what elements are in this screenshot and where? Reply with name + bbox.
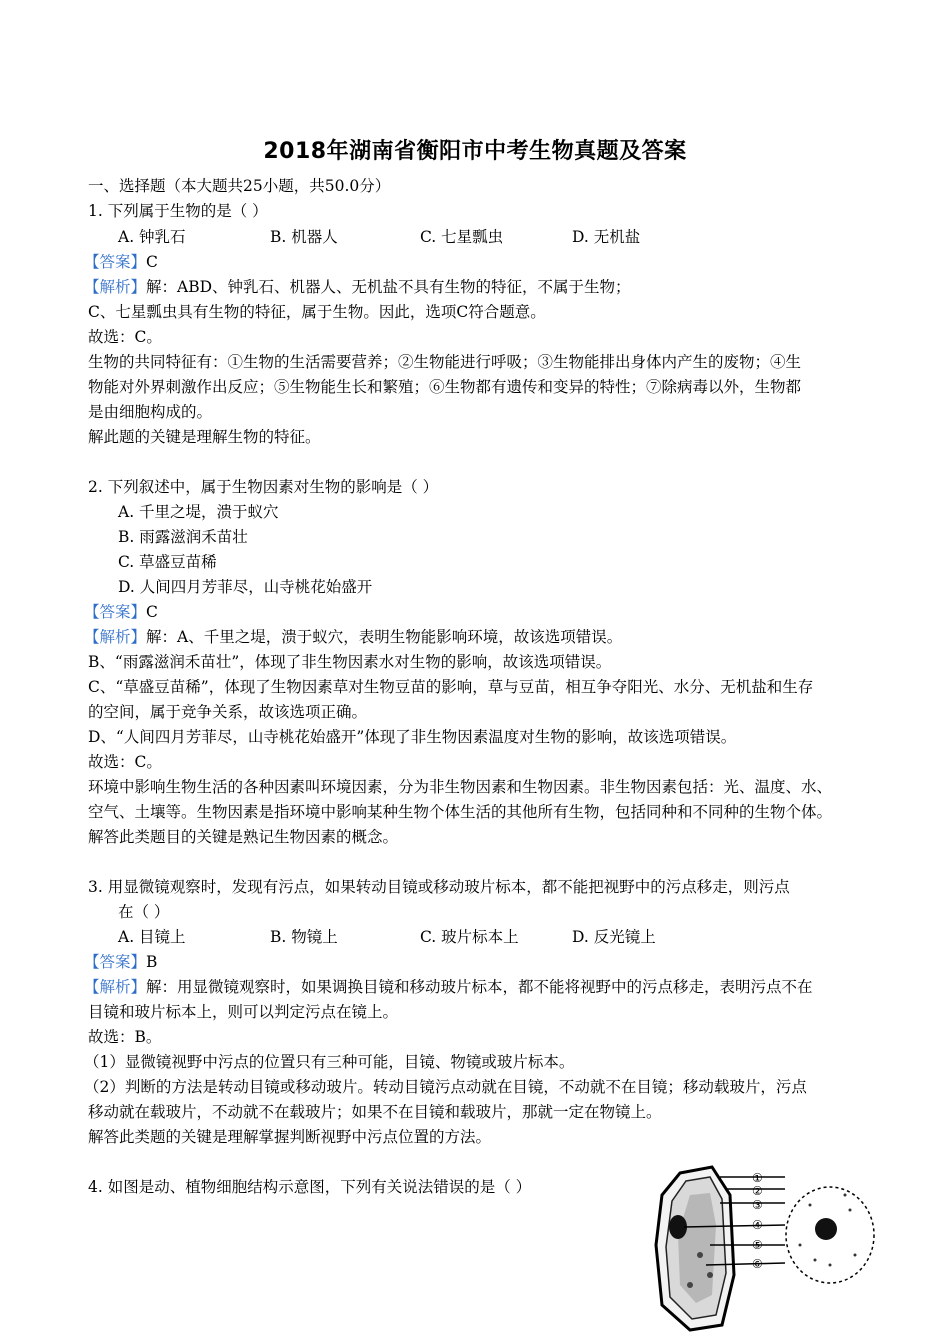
q2-answer <box>84 602 158 622</box>
q1-option-d: D. 无机盐 <box>572 228 641 246</box>
q1-analysis-5: 是由细胞构成的。 <box>88 403 213 421</box>
q1-answer-value: C <box>146 253 158 271</box>
q2-analysis-6: 环境中影响生物生活的各种因素叫环境因素，分为非生物因素和生物因素。非生物因素包括：光、温度、水、 <box>88 778 833 796</box>
analysis-tag: 【解析】 <box>84 278 147 296</box>
animal-nucleus <box>815 1218 837 1240</box>
q3-stem: 3. 用显微镜观察时，发现有污点，如果转动目镜或移动玻片标本，都不能把视野中的污点移走，则污点 <box>88 878 790 896</box>
answer-tag: 【答案】 <box>84 603 147 621</box>
q1-option-a: A. 钟乳石 <box>118 228 186 246</box>
q2-analysis-0 <box>84 627 622 647</box>
q3-analysis-5: 移动就在载玻片，不动就不在载玻片；如果不在目镜和载玻片，那就一定在物镜上。 <box>88 1103 662 1121</box>
q4-stem: 4. 如图是动、植物细胞结构示意图，下列有关说法错误的是（ ） <box>88 1178 532 1196</box>
q2-analysis-text-0: 解：A、千里之堤，溃于蚁穴，表明生物能影响环境，故该选项错误。 <box>146 628 623 646</box>
figure-label-6: ⑥ <box>752 1257 763 1271</box>
q2-analysis-1: B、“雨露滋润禾苗壮”，体现了非生物因素水对生物的影响，故该选项错误。 <box>88 653 612 671</box>
q3-analysis-text-0: 解：用显微镜观察时，如果调换目镜和移动玻片标本，都不能将视野中的污点移走，表明污点不在 <box>146 978 813 996</box>
q1-analysis-6: 解此题的关键是理解生物的特征。 <box>88 428 321 446</box>
q1-analysis-4: 物能对外界刺激作出反应；⑤生物能生长和繁殖；⑥生物都有遗传和变异的特性；⑦除病毒以外，生物都 <box>88 378 802 396</box>
q1-option-b: B. 机器人 <box>270 228 338 246</box>
q1-option-c: C. 七星瓢虫 <box>420 228 504 246</box>
q2-analysis-8: 解答此类题目的关键是熟记生物因素的概念。 <box>88 828 399 846</box>
q1-analysis-1: C、七星瓢虫具有生物的特征，属于生物。因此，选项C符合题意。 <box>88 303 546 321</box>
q1-analysis-text-0: 解：ABD、钟乳石、机器人、无机盐不具有生物的特征，不属于生物； <box>146 278 631 296</box>
q3-analysis-2: 故选：B。 <box>88 1028 162 1046</box>
analysis-tag: 【解析】 <box>84 628 147 646</box>
chloroplast <box>707 1272 713 1278</box>
q3-option-a: A. 目镜上 <box>118 928 186 946</box>
answer-tag: 【答案】 <box>84 953 147 971</box>
figure-label-3: ③ <box>752 1198 763 1212</box>
cytoplasm-dot <box>814 1259 817 1262</box>
q3-answer <box>84 952 157 972</box>
q2-analysis-5: 故选：C。 <box>88 753 162 771</box>
q3-analysis-1: 目镜和玻片标本上，则可以判定污点在镜上。 <box>88 1003 399 1021</box>
q2-analysis-4: D、“人间四月芳菲尽，山寺桃花始盛开”体现了非生物因素温度对生物的影响，故该选项错误。 <box>88 728 737 746</box>
q1-analysis-0 <box>84 277 631 297</box>
q3-stem-continued: 在（ ） <box>118 903 170 921</box>
q2-analysis-3: 的空间，属于竞争关系，故该选项正确。 <box>88 703 368 721</box>
cytoplasm-dot <box>844 1194 847 1197</box>
q3-analysis-6: 解答此类题的关键是理解掌握判断视野中污点位置的方法。 <box>88 1128 492 1146</box>
chloroplast <box>697 1252 703 1258</box>
q1-analysis-3: 生物的共同特征有：①生物的生活需要营养；②生物能进行呼吸；③生物能排出身体内产生的废物；④生 <box>88 353 802 371</box>
cytoplasm-dot <box>849 1209 852 1212</box>
cytoplasm-dot <box>799 1244 802 1247</box>
q3-answer-value: B <box>146 953 158 971</box>
q2-stem: 2. 下列叙述中，属于生物因素对生物的影响是（ ） <box>88 478 439 496</box>
q3-analysis-4: （2）判断的方法是转动目镜或移动玻片。转动目镜污点动就在目镜，不动就不在目镜；移动载玻片，污点 <box>84 1078 807 1096</box>
cell-diagram <box>650 1165 880 1335</box>
figure-label-4: ④ <box>752 1218 763 1232</box>
chloroplast <box>687 1282 693 1288</box>
answer-tag: 【答案】 <box>84 253 147 271</box>
figure-label-1: ① <box>752 1171 763 1185</box>
q2-option-d: D. 人间四月芳菲尽，山寺桃花始盛开 <box>118 578 373 596</box>
q3-option-b: B. 物镜上 <box>270 928 338 946</box>
figure-label-2: ② <box>752 1184 763 1198</box>
q3-analysis-3: （1）显微镜视野中污点的位置只有三种可能，目镜、物镜或玻片标本。 <box>84 1053 575 1071</box>
q2-option-c: C. 草盛豆苗稀 <box>118 553 217 571</box>
q2-analysis-7: 空气、土壤等。生物因素是指环境中影响某种生物个体生活的其他所有生物，包括同种和不同种的生物个体。 <box>88 803 833 821</box>
q3-option-c: C. 玻片标本上 <box>420 928 519 946</box>
q1-analysis-2: 故选：C。 <box>88 328 162 346</box>
cytoplasm-dot <box>829 1264 832 1267</box>
q1-answer <box>84 252 158 272</box>
figure-label-5: ⑤ <box>752 1238 763 1252</box>
section-heading: 一、选择题（本大题共25小题，共50.0分） <box>88 177 391 195</box>
cytoplasm-dot <box>809 1204 812 1207</box>
q3-option-d: D. 反光镜上 <box>572 928 656 946</box>
q1-stem: 1. 下列属于生物的是（ ） <box>88 202 268 220</box>
q3-analysis-0 <box>84 977 813 997</box>
q2-answer-value: C <box>146 603 158 621</box>
page-title: 2018年湖南省衡阳市中考生物真题及答案 <box>263 139 687 164</box>
q2-option-b: B. 雨露滋润禾苗壮 <box>118 528 248 546</box>
q2-analysis-2: C、“草盛豆苗稀”，体现了生物因素草对生物豆苗的影响，草与豆苗，相互争夺阳光、水分、无机盐和生存 <box>88 678 814 696</box>
analysis-tag: 【解析】 <box>84 978 147 996</box>
q2-option-a: A. 千里之堤，溃于蚁穴 <box>118 503 279 521</box>
cytoplasm-dot <box>854 1254 857 1257</box>
